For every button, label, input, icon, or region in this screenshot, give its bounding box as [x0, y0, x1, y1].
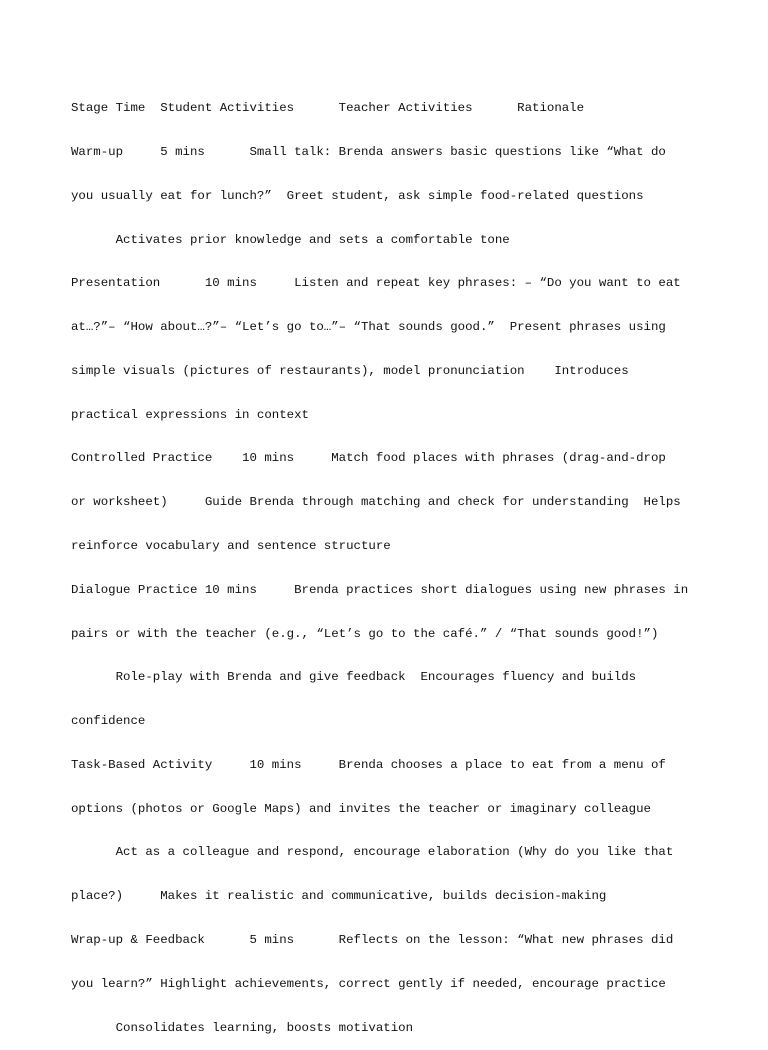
presentation-line-1: Presentation 10 mins Listen and repeat key phrases: – “Do you want to eat [71, 276, 681, 291]
task-based-activity-line-3: Act as a colleague and respond, encourage elaboration (Why do you like that [71, 845, 674, 860]
warm-up-line-1: Warm-up 5 mins Small talk: Brenda answers basic questions like “What do [71, 144, 666, 159]
lesson-plan-text [71, 72, 711, 1050]
controlled-practice-line-1: Controlled Practice 10 mins Match food places with phrases (drag-and-drop [71, 451, 666, 466]
controlled-practice-line-2: or worksheet) Guide Brenda through matching and check for understanding Helps [71, 495, 681, 510]
dialogue-practice-line-4: confidence [71, 714, 146, 729]
dialogue-practice-line-1: Dialogue Practice 10 mins Brenda practices short dialogues using new phrases in [71, 582, 689, 597]
warm-up-line-3: Activates prior knowledge and sets a comfortable tone [71, 232, 510, 247]
task-based-activity-line-2: options (photos or Google Maps) and invites the teacher or imaginary colleague [71, 801, 651, 816]
presentation-line-3: simple visuals (pictures of restaurants), model pronunciation Introduces [71, 363, 629, 378]
wrap-up-line-3: Consolidates learning, boosts motivation [71, 1020, 414, 1035]
presentation-line-2: at…?”– “How about…?”– “Let’s go to…”– “That sounds good.” Present phrases using [71, 320, 666, 335]
presentation-line-4: practical expressions in context [71, 407, 309, 422]
header-row: Stage Time Student Activities Teacher Activities Rationale [71, 101, 585, 116]
task-based-activity-line-1: Task-Based Activity 10 mins Brenda chooses a place to eat from a menu of [71, 757, 666, 772]
warm-up-line-2: you usually eat for lunch?” Greet student, ask simple food-related questions [71, 188, 644, 203]
task-based-activity-line-4: place?) Makes it realistic and communicative, builds decision-making [71, 889, 607, 904]
controlled-practice-line-3: reinforce vocabulary and sentence structure [71, 539, 391, 553]
wrap-up-line-2: you learn?” Highlight achievements, correct gently if needed, encourage practice [71, 976, 666, 991]
dialogue-practice-line-3: Role-play with Brenda and give feedback Encourages fluency and builds [71, 670, 637, 685]
wrap-up-line-1: Wrap-up & Feedback 5 mins Reflects on the lesson: “What new phrases did [71, 933, 674, 948]
dialogue-practice-line-2: pairs or with the teacher (e.g., “Let’s go to the café.” / “That sounds good!”) [71, 626, 659, 641]
